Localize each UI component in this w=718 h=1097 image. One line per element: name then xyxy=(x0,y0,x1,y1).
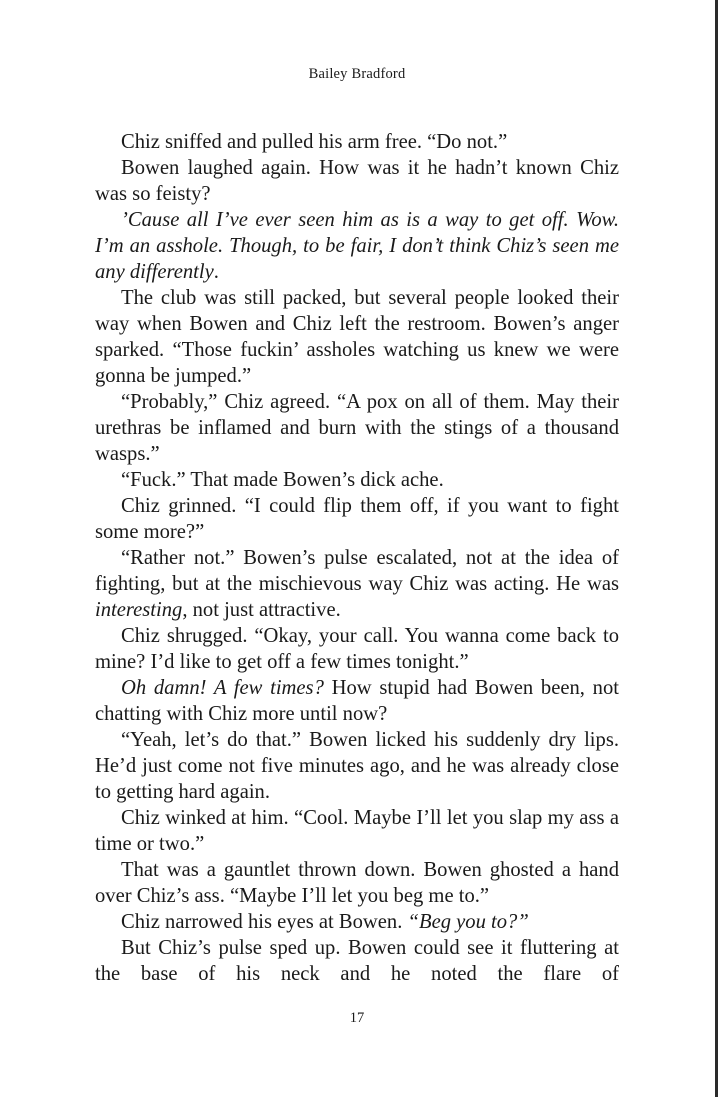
paragraph xyxy=(95,155,619,207)
text-run: The club was still packed, but several people looked their way when Bowen and Chiz left the restroom. Bowen’s anger sparked. “Those fuckin’ assholes watching us knew we were gonna be jumped.” xyxy=(95,287,619,387)
running-head: Bailey Bradford xyxy=(308,66,406,82)
text-run: “Yeah, let’s do that.” Bowen licked his suddenly dry lips. He’d just come not five minutes ago, and he was already close to getting hard again. xyxy=(95,729,619,803)
italic-text: ’Cause all I’ve ever seen him as is a way to get off. Wow. I’m an asshole. Though, to be fair, I don’t think Chiz’s seen me any differently xyxy=(95,209,619,283)
paragraph xyxy=(95,545,619,623)
paragraph xyxy=(95,675,619,727)
text-run: That was a gauntlet thrown down. Bowen ghosted a hand over Chiz’s ass. “Maybe I’ll let you beg me to.” xyxy=(95,859,619,907)
paragraph xyxy=(95,857,619,909)
text-run: “Fuck.” That made Bowen’s dick ache. xyxy=(121,469,444,491)
text-run: Chiz narrowed his eyes at Bowen. xyxy=(121,911,408,933)
paragraph xyxy=(95,129,619,155)
text-run: . xyxy=(213,261,219,283)
paragraph xyxy=(95,207,619,285)
text-run: , not just attractive. xyxy=(182,599,341,621)
text-run: “Probably,” Chiz agreed. “A pox on all of them. May their urethras be inflamed and burn with the stings of a thousand wasps.” xyxy=(95,391,619,465)
text-run: Bowen laughed again. How was it he hadn’t known Chiz was so feisty? xyxy=(95,157,619,205)
text-run: Chiz winked at him. “Cool. Maybe I’ll let you slap my ass a time or two.” xyxy=(95,807,619,855)
body-text xyxy=(95,129,619,987)
paragraph xyxy=(95,805,619,857)
paragraph xyxy=(95,909,619,935)
italic-text: interesting xyxy=(95,599,183,621)
paragraph xyxy=(95,623,619,675)
text-run: Chiz grinned. “I could flip them off, if you want to fight some more?” xyxy=(95,495,619,543)
text-run: Chiz sniffed and pulled his arm free. “Do not.” xyxy=(121,131,508,153)
paragraph xyxy=(95,727,619,805)
paragraph xyxy=(95,493,619,545)
italic-text: “Beg you to?” xyxy=(407,911,529,933)
paragraph xyxy=(95,467,619,493)
italic-text: Oh damn! A few times? xyxy=(121,677,324,699)
text-run: But Chiz’s pulse sped up. Bowen could see it fluttering at the base of his neck and he noted the flare of xyxy=(95,937,619,985)
text-run: How stupid had Bowen been, not chatting with Chiz more until now? xyxy=(95,677,619,725)
paragraph xyxy=(95,935,619,987)
paragraph xyxy=(95,389,619,467)
page-number: 17 xyxy=(349,1010,365,1026)
text-run: Chiz shrugged. “Okay, your call. You wanna come back to mine? I’d like to get off a few times tonight.” xyxy=(95,625,619,673)
text-run: “Rather not.” Bowen’s pulse escalated, not at the idea of fighting, but at the mischievous way Chiz was acting. He was xyxy=(95,547,619,595)
paragraph xyxy=(95,285,619,389)
